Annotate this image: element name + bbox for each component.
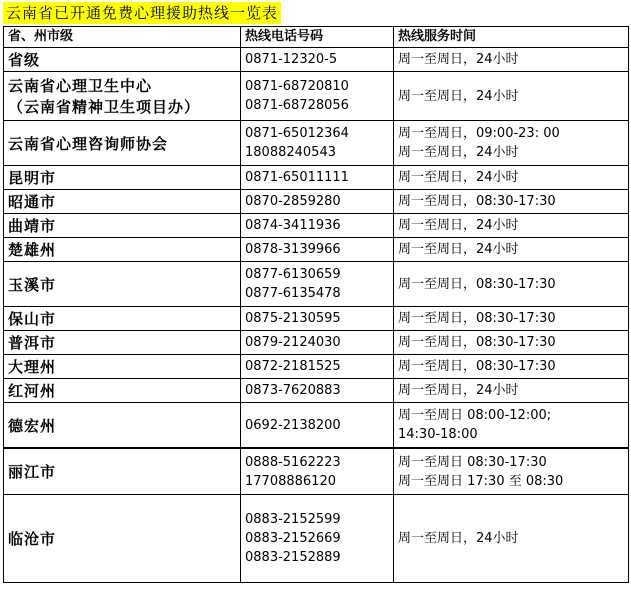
phone-cell (241, 448, 394, 495)
phone-cell-line: 0874-3411936 (245, 218, 341, 233)
phone-cell-line: 0877-6135478 (245, 286, 341, 301)
hours-cell (394, 238, 629, 262)
hours-cell (394, 495, 629, 583)
phone-cell (241, 307, 394, 331)
page-title: 云南省已开通免费心理援助热线一览表 (3, 2, 281, 24)
hours-cell (394, 72, 629, 121)
hours-cell (394, 355, 629, 379)
hours-cell-line: 周一至周日 17:30 至 08:30 (398, 473, 564, 489)
phone-cell (241, 379, 394, 403)
region-cell (4, 355, 241, 379)
phone-cell (241, 121, 394, 166)
hours-cell-line: 周一至周日，08:30-17:30 (398, 194, 556, 209)
region-cell (4, 121, 241, 166)
region-cell (4, 307, 241, 331)
phone-cell-line: 0871-65012364 (245, 126, 349, 141)
phone-cell-line: 0877-6130659 (245, 267, 341, 282)
phone-cell-line: 0875-2130595 (245, 311, 341, 326)
region-cell-line: （云南省精神卫生项目办） (8, 98, 201, 116)
region-cell-line: 德宏州 (8, 416, 57, 435)
phone-cell-line: 0878-3139966 (245, 242, 341, 257)
phone-cell (241, 238, 394, 262)
table-row (4, 214, 629, 238)
region-cell-line: 昭通市 (8, 193, 57, 211)
region-cell (4, 214, 241, 238)
hours-cell (394, 121, 629, 166)
hours-cell-line: 周一至周日，24小时 (398, 88, 519, 104)
phone-cell (241, 331, 394, 355)
phone-cell (241, 495, 394, 583)
hours-cell-line: 周一至周日，08:30-17:30 (398, 335, 556, 350)
table-row (4, 403, 629, 449)
table-row (4, 238, 629, 262)
region-cell (4, 262, 241, 307)
hours-cell (394, 448, 629, 495)
hours-cell (394, 166, 629, 190)
table-row (4, 379, 629, 403)
region-cell-line: 昆明市 (8, 169, 57, 187)
header-region: 省、州市级 (4, 27, 241, 48)
region-cell-line: 大理州 (8, 358, 57, 376)
region-cell (4, 331, 241, 355)
phone-cell (241, 48, 394, 72)
hours-cell-line: 周一至周日，24小时 (398, 52, 519, 67)
header-phone: 热线电话号码 (241, 27, 394, 48)
hours-cell (394, 262, 629, 307)
phone-cell-line: 0692-2138200 (245, 417, 341, 433)
region-cell (4, 403, 241, 449)
hours-cell-line: 周一至周日，24小时 (398, 218, 519, 233)
region-cell (4, 48, 241, 72)
region-cell-line: 普洱市 (8, 334, 57, 352)
region-cell-line: 省级 (8, 51, 41, 69)
region-cell-line: 曲靖市 (8, 217, 57, 235)
hours-cell-line: 周一至周日，24小时 (398, 242, 519, 257)
table-row (4, 331, 629, 355)
region-cell (4, 448, 241, 495)
region-cell (4, 379, 241, 403)
hours-cell (394, 307, 629, 331)
phone-cell-line: 0879-2124030 (245, 335, 341, 350)
hours-cell-line: 周一至周日 08:30-17:30 (398, 454, 547, 470)
region-cell-line: 云南省心理咨询师协会 (8, 134, 169, 153)
hotline-table (3, 26, 629, 583)
table-row (4, 166, 629, 190)
phone-cell-line: 0883-2152669 (245, 531, 341, 546)
region-cell-line: 红河州 (8, 382, 57, 400)
region-cell-line: 楚雄州 (8, 241, 57, 259)
region-cell-line: 丽江市 (8, 463, 57, 481)
table-row (4, 121, 629, 166)
phone-cell-line: 0871-68720810 (245, 79, 349, 94)
hours-cell-line: 周一至周日 08:00-12:00; (398, 408, 552, 423)
hours-cell (394, 48, 629, 72)
hours-cell (394, 190, 629, 214)
table-header-row (4, 27, 629, 48)
region-cell-line: 保山市 (8, 310, 57, 328)
phone-cell-line: 0871-65011111 (245, 170, 349, 185)
region-cell (4, 72, 241, 121)
region-cell (4, 166, 241, 190)
table-row (4, 48, 629, 72)
region-cell-line: 临沧市 (8, 530, 57, 548)
table-row (4, 72, 629, 121)
table-row (4, 448, 629, 495)
hours-cell-line: 周一至周日，08:30-17:30 (398, 276, 556, 292)
phone-cell (241, 355, 394, 379)
hours-cell-line: 周一至周日，24小时 (398, 170, 519, 185)
hours-cell-line: 周一至周日，09:00-23: 00 (398, 126, 560, 141)
header-hours: 热线服务时间 (394, 27, 629, 48)
phone-cell (241, 72, 394, 121)
region-cell-line: 玉溪市 (8, 275, 57, 294)
table-row (4, 355, 629, 379)
phone-cell (241, 190, 394, 214)
table-row (4, 262, 629, 307)
phone-cell (241, 214, 394, 238)
phone-cell-line: 0883-2152889 (245, 550, 341, 565)
phone-cell (241, 166, 394, 190)
hours-cell-line: 14:30-18:00 (398, 427, 478, 442)
table-row (4, 307, 629, 331)
hours-cell (394, 403, 629, 449)
region-cell-line: 云南省心理卫生中心 (8, 77, 153, 95)
phone-cell (241, 403, 394, 449)
hours-cell-line: 周一至周日，24小时 (398, 383, 519, 398)
table-row (4, 190, 629, 214)
hours-cell (394, 331, 629, 355)
phone-cell-line: 0872-2181525 (245, 359, 341, 374)
hours-cell-line: 周一至周日，08:30-17:30 (398, 359, 556, 374)
phone-cell-line: 17708886120 (245, 473, 336, 489)
phone-cell-line: 0883-2152599 (245, 512, 341, 527)
phone-cell-line: 0888-5162223 (245, 454, 341, 470)
region-cell (4, 190, 241, 214)
region-cell (4, 238, 241, 262)
hours-cell (394, 214, 629, 238)
phone-cell-line: 0871-68728056 (245, 98, 349, 113)
hours-cell-line: 周一至周日，24小时 (398, 531, 519, 546)
phone-cell-line: 18088240543 (245, 145, 336, 160)
phone-cell (241, 262, 394, 307)
region-cell (4, 495, 241, 583)
hours-cell (394, 379, 629, 403)
phone-cell-line: 0870-2859280 (245, 194, 341, 209)
hours-cell-line: 周一至周日，24小时 (398, 145, 519, 160)
phone-cell-line: 0871-12320-5 (245, 52, 338, 67)
phone-cell-line: 0873-7620883 (245, 383, 341, 398)
hours-cell-line: 周一至周日，08:30-17:30 (398, 311, 556, 326)
table-row (4, 495, 629, 583)
